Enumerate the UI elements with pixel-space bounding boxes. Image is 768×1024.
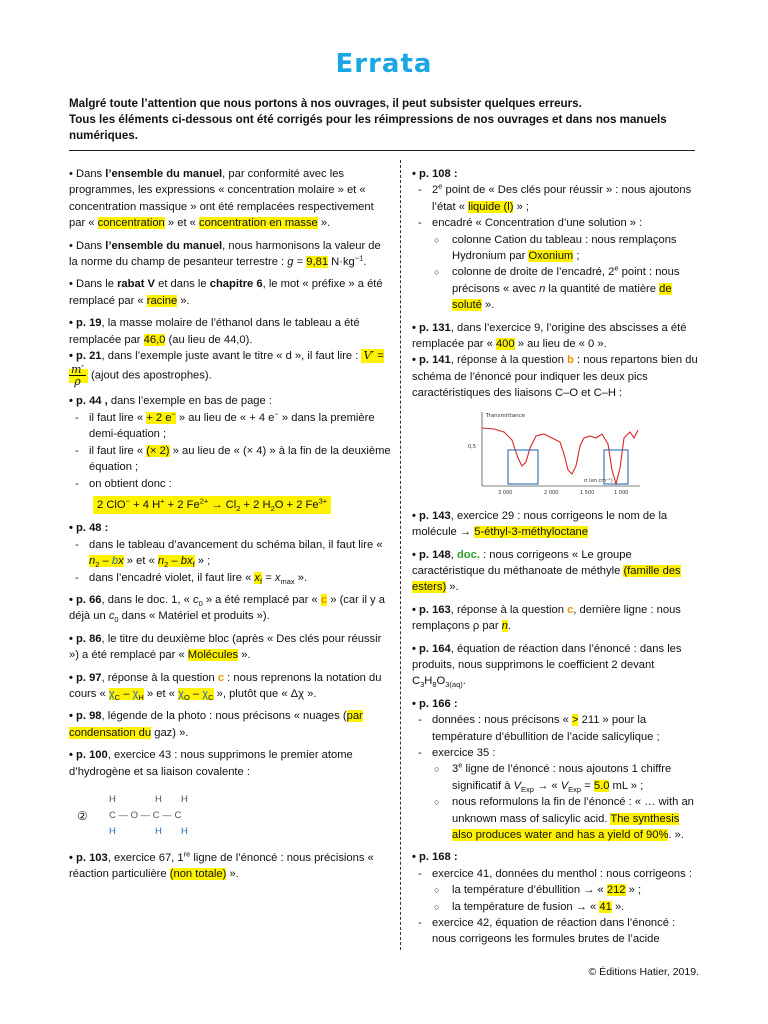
intro-line-2: Tous les éléments ci-dessous ont été corrigés pour les réimpressions de nos ouvrages et dans nos manuels numériques.: [69, 113, 667, 142]
molecule-label: H: [155, 826, 162, 837]
right-column: [412, 166, 702, 948]
erratum-entry: • p. 168 :: [412, 851, 458, 864]
separator: [69, 150, 695, 151]
molecule-diagram: [69, 784, 391, 844]
erratum-entry: • Dans le rabat V et dans le chapitre 6, le mot « préfixe » a été remplacé par « racine ».: [69, 278, 383, 307]
molecule-label: H: [181, 794, 188, 805]
x-tick: 3 000: [498, 489, 513, 496]
equation: 2 ClO− + 4 H+ + 2 $Fe^{2+} \to Cl_2 + 2$ $H_2O + 2$ $Fe^{3+}$: [93, 496, 331, 514]
molecule-label: H: [109, 826, 116, 837]
erratum-entry: • p. 19, la masse molaire de l’éthanol dans le tableau a été remplacée par 46,0 (au lieu de 44,0). • p. 21, dans l’exemple juste avant le titre « d », il faut lire : V′ = $\frac{m'}{\rho}$ (ajout des apostrophes).: [69, 317, 384, 389]
erratum-list: - il faut lire « + 2 e− » au lieu de « + 4 e− » dans la première demi-équation ; - il faut lire « (× 2) » au lieu de « (× 4) » à la fin de la deuxième équation ; - on obtient donc :: [69, 410, 391, 492]
erratum-entry: • p. 44 , dans l’exemple en bas de page :: [69, 395, 272, 408]
erratum-entry: • p. 103, exercice 67, 1re ligne de l’énoncé : nous précisions « réaction particulière (non totale) ».: [69, 849, 374, 881]
spectrum-line: [482, 428, 638, 484]
erratum-entry: • p. 164, équation de réaction dans l’énoncé : dans les produits, nous supprimons le coefficient 2 devant $C_3H_8O_{3(aq)}$.: [412, 642, 682, 690]
erratum-entry: • p. 100, exercice 43 : nous supprimons le premier atome d’hydrogène et sa liaison covalente :: [69, 749, 353, 778]
peak-box-co: [508, 450, 538, 484]
erratum-entry: • p. 148, doc. : nous corrigeons « Le groupe caractéristique du méthanoate de méthyle (famille des esters) ».: [412, 548, 681, 594]
erratum-entry: • p. 48 :: [69, 522, 109, 535]
molecule-label: H: [181, 826, 188, 837]
x-tick: 1 500: [580, 489, 595, 496]
erratum-entry: • p. 163, réponse à la question c, dernière ligne : nous remplaçons ρ par n.: [412, 603, 681, 633]
erratum-entry: • p. 97, réponse à la question c : nous reprenons la notation du cours « $\chi_C - \chi_H$ » et « $\chi_O - \chi_C$ », plutôt que « Δχ ».: [69, 671, 382, 703]
molecule-label: H: [155, 794, 162, 805]
erratum-list: - exercice 41, données du menthol : nous corrigeons : ○ la température d’ébullition → « 212 » ; ○ la température de fusion → « 41 ». - exercice 42, équation de réaction dans l’énoncé : nous corrigeons les formules brutes de l’acide: [412, 866, 702, 948]
erratum-entry: • p. 143, exercice 29 : nous corrigeons le nom de la molécule → 5-éthyl-3-méthyloctane: [412, 509, 668, 539]
y-tick: 0,5: [468, 443, 476, 450]
molecule-label: H: [109, 794, 116, 805]
ir-spectrum-figure: [464, 408, 644, 502]
column-divider: [400, 160, 401, 950]
erratum-entry: • p. 86, le titre du deuxième bloc (après « Des clés pour réussir ») a été remplacé par « Molécules ».: [69, 632, 382, 662]
intro: [69, 96, 689, 144]
erratum-entry: • Dans l’ensemble du manuel, nous harmonisons la valeur de la norme du champ de pesanteur terrestre : g = 9,81 $N\cdot kg^{-1}$.: [69, 239, 381, 269]
erratum-entry: • p. 166 :: [412, 697, 458, 710]
x-tick: 1 000: [614, 489, 629, 496]
erratum-list: - données : nous précisons « > 211 » pour la température d’ébullition de l’acide salicylique ; - exercice 35 : ○ 3e ligne de l’énoncé : nous ajoutons 1 chiffre significatif à $V_{Exp}$ → « $V_{Exp} = 5.0$ mL » ; ○ nous reformulons la fin de l’énoncé : « … with an unknown mass of salicylic acid. The synthesis also produces water and has a yield of 90%. ».: [412, 712, 702, 843]
x-tick: 2 000: [544, 489, 559, 496]
erratum-entry: • p. 131, dans l’exercice 9, l’origine des abscisses a été remplacée par « 400 » au lieu de « 0 ». • p. 141, réponse à la question b : nous repartons bien du schéma de l’énoncé pour indiquer les deux pics caractéristiques des liaisons C–O et C–H :: [412, 321, 698, 400]
x-axis-label: σ (en cm⁻¹): [584, 477, 613, 484]
molecule-label: C — O — C — C: [109, 810, 182, 821]
erratum-entry: • Dans l’ensemble du manuel, par conformité avec les programmes, les expressions « concentration molaire » et « concentration massique » ont été remplacées respectivement par « concentration » et « concentration en masse ».: [69, 168, 374, 230]
erratum-entry: • p. 108 :: [412, 168, 458, 180]
erratum-entry: • p. 66, dans le doc. 1, « $c_0$ » a été remplacé par « c » (car il y a déjà un $c_0$ dans « Matériel et produits »).: [69, 593, 385, 625]
y-axis-label: Transmittance: [486, 412, 525, 419]
erratum-list: - 2e point de « Des clés pour réussir » : nous ajoutons l’état « liquide (l) » ; - encadré « Concentration d’une solution » : ○ colonne Cation du tableau : nous remplaçons Hydronium par Oxonium ; ○ colonne de droite de l’encadré, 2e point : nous précisons « avec n la quantité de matière de soluté ».: [412, 182, 702, 313]
erratum-list: - dans le tableau d’avancement du schéma bilan, il faut lire « $n_2$ – bx » et « $n_2 - bx_f$ » ; - dans l’encadré violet, il faut lire « $x_f = x_{max}$ ».: [69, 537, 391, 586]
left-column: [69, 166, 391, 889]
page-title: Errata: [335, 49, 433, 79]
erratum-entry: • p. 98, légende de la photo : nous précisons « nuages (par condensation du gaz) ».: [69, 710, 363, 739]
intro-line-1: Malgré toute l’attention que nous portons à nos ouvrages, il peut subsister quelques erreurs.: [69, 97, 582, 110]
molecule-label: ②: [77, 809, 88, 823]
footer-copyright: © Éditions Hatier, 2019.: [588, 965, 699, 978]
